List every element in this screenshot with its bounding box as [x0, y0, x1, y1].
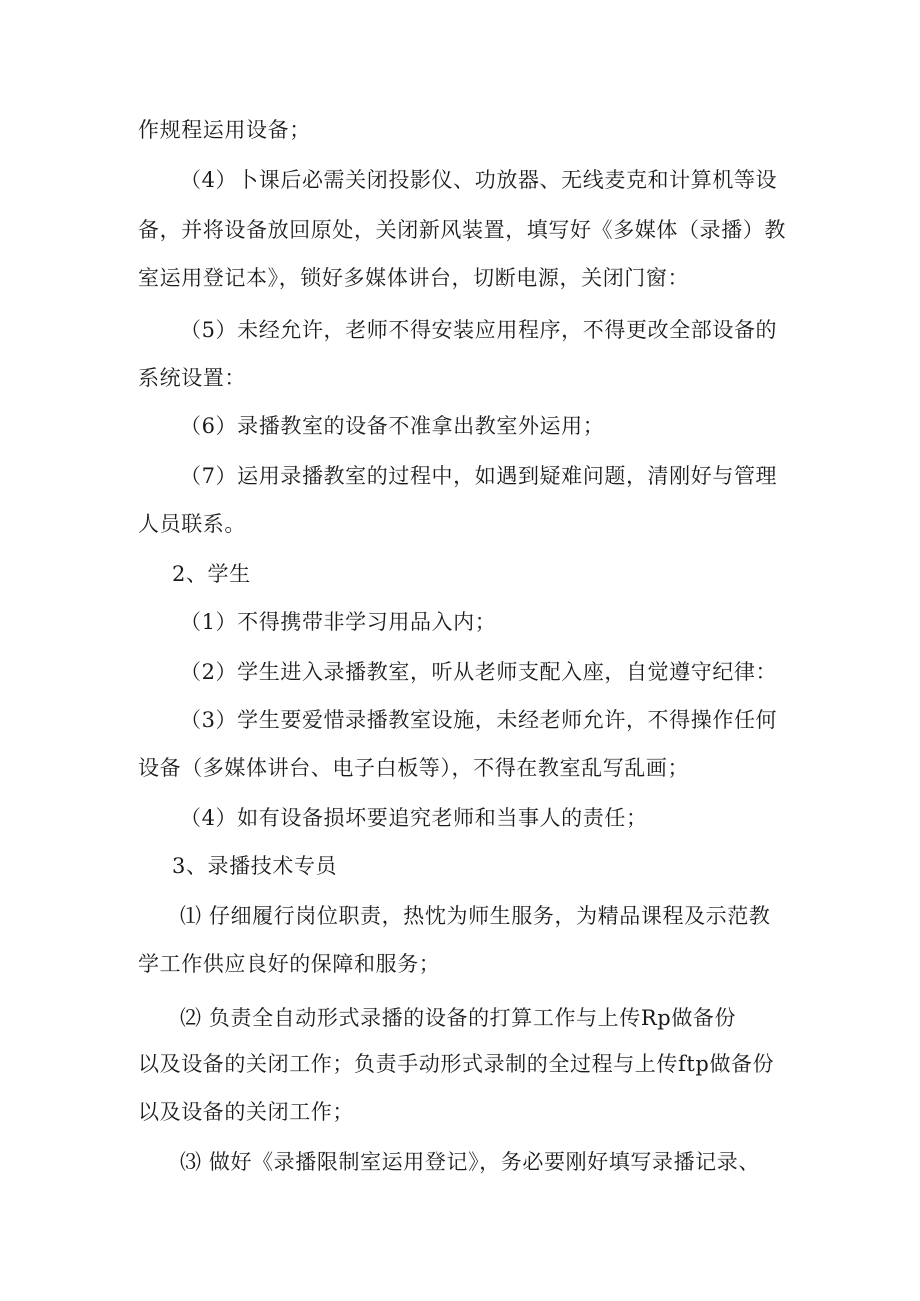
text-line: （1）不得携带非学习用品入内；: [180, 610, 497, 634]
text-line: ⑵ 负责全自动形式录播的设备的打算工作与上传Rp做备份: [180, 1006, 737, 1030]
text-line: 室运用登记本》，锁好多媒体讲台，切断电源，关闭门窗：: [138, 266, 690, 290]
text-line: 系统设置：: [138, 366, 246, 390]
text-line: （5）未经允许，老师不得安装应用程序，不得更改全部设备的: [180, 318, 778, 342]
text-line: （4）卜课后必需关闭投影仪、功放器、无线麦克和计算机等设: [180, 168, 778, 192]
text-line: 设备（多媒体讲台、电子白板等），不得在教室乱写乱画；: [138, 756, 690, 780]
text-line: 以及设备的关闭工作；负责手动形式录制的全过程与上传ftp做备份: [138, 1052, 775, 1076]
section-heading: 2、学生: [172, 562, 251, 586]
text-line: ⑴ 仔细履行岗位职责，热忱为师生服务，为精品课程及示范教: [180, 904, 771, 928]
text-line: 以及设备的关闭工作；: [138, 1100, 354, 1124]
text-line: ⑶ 做好《录播限制室运用登记》，务必要刚好填写录播记录、: [180, 1150, 760, 1174]
text-line: （2）学生进入录播教室，听从老师支配入座，自觉遵守纪律：: [180, 660, 778, 684]
text-line: （4）如有设备损坏要追究老师和当事人的责任；: [180, 806, 648, 830]
text-line: 学工作供应良好的保障和服务；: [138, 952, 441, 976]
text-line: 作规程运用设备；: [138, 118, 311, 142]
text-line: 备，并将设备放回原处，关闭新风装置，填写好《多媒体（录播）教: [138, 218, 786, 242]
text-line: 人员联系。: [138, 512, 246, 536]
text-line: （3）学生要爱惜录播教室设施，未经老师允许，不得操作任何: [180, 708, 778, 732]
text-line: （6）录播教室的设备不准拿出教室外运用；: [180, 414, 605, 438]
section-heading: 3、录播技术专员: [172, 854, 338, 878]
text-line: （7）运用录播教室的过程中，如遇到疑难问题，清刚好与管理: [180, 464, 778, 488]
